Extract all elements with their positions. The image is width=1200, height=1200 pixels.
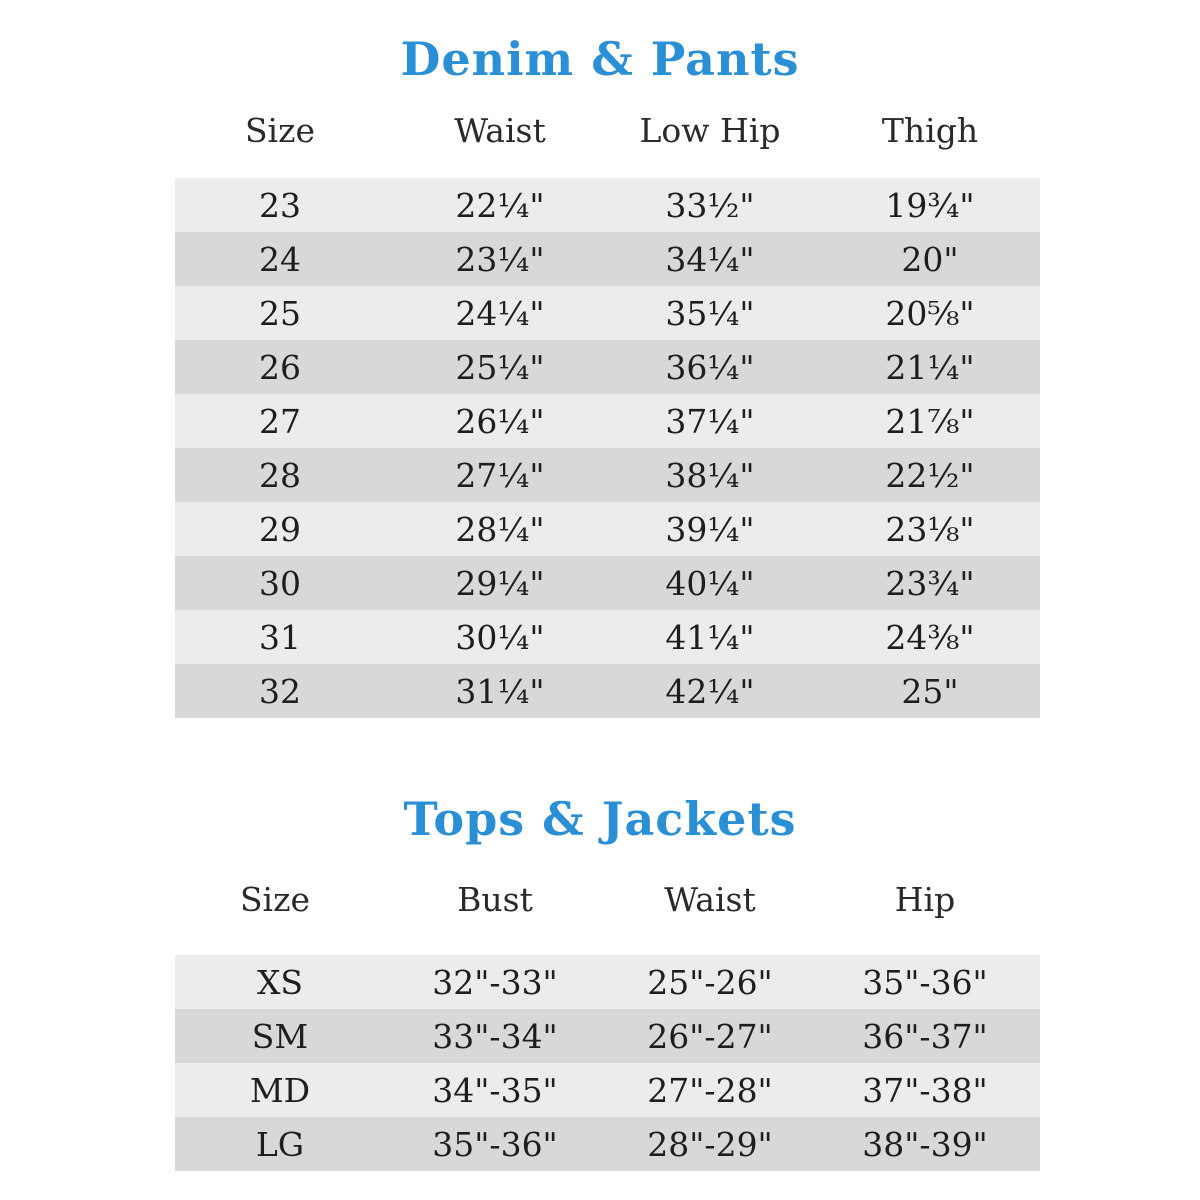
thigh-cell: 24⅜"	[885, 617, 975, 657]
waist-cell: 26"-27"	[647, 1016, 773, 1056]
waist-cell: 28"-29"	[647, 1124, 773, 1164]
waist-cell: 27"-28"	[647, 1070, 773, 1110]
low-hip-cell: 36¼"	[665, 347, 755, 387]
low-hip-cell: 34¼"	[665, 239, 755, 279]
size-cell: 24	[259, 239, 301, 279]
denim-header-thigh: Thigh	[881, 110, 979, 150]
table-row	[175, 1063, 1040, 1117]
hip-cell: 35"-36"	[862, 962, 988, 1002]
thigh-cell: 19¾"	[885, 185, 975, 225]
bust-cell: 32"-33"	[432, 962, 558, 1002]
denim-header-low-hip: Low Hip	[639, 110, 781, 150]
size-cell: XS	[256, 962, 304, 1002]
thigh-cell: 21¼"	[885, 347, 975, 387]
tops-title: Tops & Jackets	[403, 792, 797, 846]
table-row	[175, 286, 1040, 340]
size-cell: SM	[251, 1016, 309, 1056]
size-cell: 29	[259, 509, 301, 549]
size-cell: 23	[259, 185, 301, 225]
waist-cell: 22¼"	[455, 185, 545, 225]
low-hip-cell: 39¼"	[665, 509, 755, 549]
table-row	[175, 610, 1040, 664]
size-cell: 25	[259, 293, 301, 333]
table-row	[175, 448, 1040, 502]
thigh-cell: 23⅛"	[885, 509, 975, 549]
table-row	[175, 955, 1040, 1009]
low-hip-cell: 41¼"	[665, 617, 755, 657]
waist-cell: 25"-26"	[647, 962, 773, 1002]
size-cell: 27	[259, 401, 301, 441]
low-hip-cell: 37¼"	[665, 401, 755, 441]
waist-cell: 25¼"	[455, 347, 545, 387]
table-row	[175, 1117, 1040, 1171]
table-row	[175, 394, 1040, 448]
table-row	[175, 232, 1040, 286]
waist-cell: 30¼"	[455, 617, 545, 657]
hip-cell: 37"-38"	[862, 1070, 988, 1110]
size-cell: LG	[255, 1124, 305, 1164]
waist-cell: 31¼"	[455, 671, 545, 711]
thigh-cell: 23¾"	[885, 563, 975, 603]
low-hip-cell: 33½"	[665, 185, 755, 225]
denim-title: Denim & Pants	[400, 32, 800, 86]
table-row	[175, 556, 1040, 610]
size-cell: MD	[249, 1070, 311, 1110]
bust-cell: 34"-35"	[432, 1070, 558, 1110]
low-hip-cell: 35¼"	[665, 293, 755, 333]
table-row	[175, 340, 1040, 394]
size-cell: 26	[259, 347, 301, 387]
table-row	[175, 178, 1040, 232]
thigh-cell: 20⅝"	[885, 293, 975, 333]
tops-header-bust: Bust	[457, 879, 533, 919]
thigh-cell: 25"	[901, 671, 959, 711]
hip-cell: 36"-37"	[862, 1016, 988, 1056]
table-row	[175, 664, 1040, 718]
thigh-cell: 20"	[901, 239, 959, 279]
bust-cell: 35"-36"	[432, 1124, 558, 1164]
low-hip-cell: 42¼"	[665, 671, 755, 711]
thigh-cell: 22½"	[885, 455, 975, 495]
tops-header-waist: Waist	[664, 879, 756, 919]
tops-header-row	[175, 874, 1040, 924]
size-cell: 30	[259, 563, 301, 603]
size-cell: 32	[259, 671, 301, 711]
waist-cell: 28¼"	[455, 509, 545, 549]
low-hip-cell: 40¼"	[665, 563, 755, 603]
low-hip-cell: 38¼"	[665, 455, 755, 495]
thigh-cell: 21⅞"	[885, 401, 975, 441]
denim-header-size: Size	[244, 110, 316, 150]
waist-cell: 23¼"	[455, 239, 545, 279]
table-row	[175, 1009, 1040, 1063]
bust-cell: 33"-34"	[432, 1016, 558, 1056]
tops-header-hip: Hip	[894, 879, 956, 919]
size-cell: 31	[259, 617, 301, 657]
denim-header-row	[175, 105, 1040, 155]
waist-cell: 26¼"	[455, 401, 545, 441]
tops-header-size: Size	[239, 879, 311, 919]
denim-header-waist: Waist	[454, 110, 546, 150]
waist-cell: 24¼"	[455, 293, 545, 333]
waist-cell: 27¼"	[455, 455, 545, 495]
waist-cell: 29¼"	[455, 563, 545, 603]
table-row	[175, 502, 1040, 556]
hip-cell: 38"-39"	[862, 1124, 988, 1164]
size-cell: 28	[259, 455, 301, 495]
